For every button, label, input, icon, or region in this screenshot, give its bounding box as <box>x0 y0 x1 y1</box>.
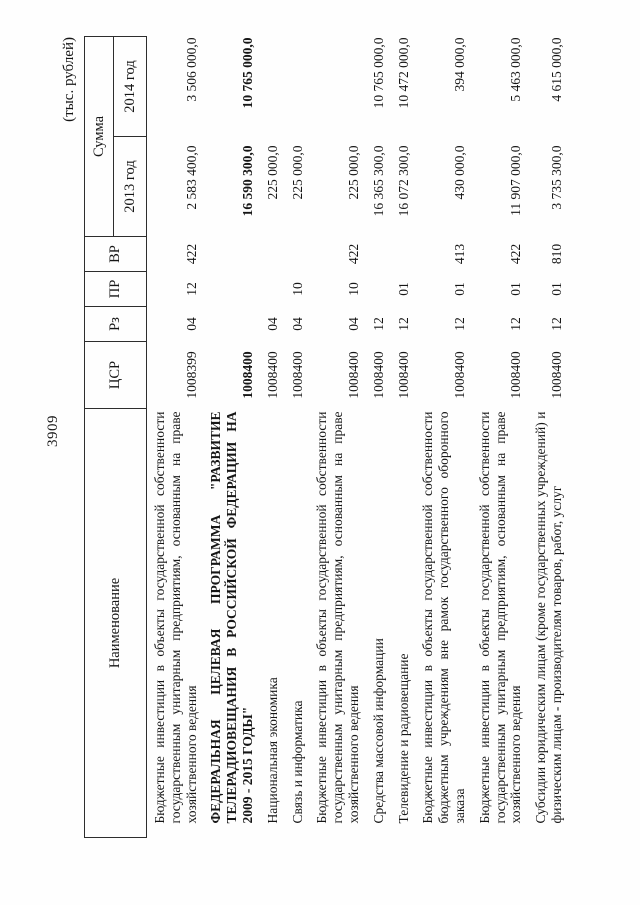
table-row <box>147 37 204 838</box>
cell-rz: 12 <box>451 317 467 331</box>
cell-pr: 01 <box>548 282 564 296</box>
cell-sum-2014 <box>285 37 310 137</box>
cell-sum-2014 <box>260 37 285 137</box>
cell-name: ФЕДЕРАЛЬНАЯ ЦЕЛЕВАЯ ПРОГРАММА "РАЗВИТИЕ ТЕЛЕРАДИОВЕЩАНИЯ В РОССИЙСКОЙ ФЕДЕРАЦИИ НА 2009 - 2015 ГОДЫ" <box>208 411 255 824</box>
cell-csr: 1008400 <box>548 351 564 399</box>
page-number: 3909 <box>45 415 61 447</box>
cell-sum-2014: 10 765 000,0 <box>239 37 255 109</box>
header-vr: ВР <box>85 237 147 272</box>
cell-csr: 1008400 <box>289 351 305 399</box>
table-row <box>472 37 528 838</box>
cell-pr: 01 <box>508 282 524 296</box>
cell-name: Субсидии юридическим лицам (кроме государственных учреждений) и физическим лицам - производителям товаров, работ, услуг <box>533 411 564 824</box>
cell-name: Бюджетные инвестиции в объекты государственной собственности государственным унитарным предприятиям, основанным на праве хозяйственного ведения <box>314 411 361 824</box>
cell-pr <box>366 272 391 307</box>
cell-vr: 422 <box>345 243 361 265</box>
cell-vr: 422 <box>183 243 199 265</box>
header-name: Наименование <box>85 409 147 838</box>
cell-csr: 1008400 <box>395 351 411 399</box>
cell-sum-2014: 4 615 000,0 <box>548 37 564 102</box>
table-row <box>415 37 471 838</box>
cell-rz: 12 <box>395 317 411 331</box>
table-row <box>366 37 391 838</box>
header-rz: Рз <box>85 307 147 342</box>
cell-sum-2014 <box>309 37 365 137</box>
cell-csr: 1008400 <box>508 351 524 399</box>
cell-rz: 04 <box>345 317 361 331</box>
cell-rz: 04 <box>183 317 199 331</box>
cell-name: Бюджетные инвестиции в объекты государственной собственности государственным унитарным предприятиям, основанным на праве хозяйственного ведения <box>152 411 199 824</box>
budget-table <box>84 36 569 838</box>
budget-table-body <box>147 37 569 838</box>
cell-rz: 12 <box>508 317 524 331</box>
cell-vr <box>203 237 259 272</box>
cell-sum-2013: 225 000,0 <box>264 145 280 200</box>
cell-sum-2013: 430 000,0 <box>451 145 467 200</box>
cell-sum-2014: 394 000,0 <box>451 37 467 92</box>
cell-pr: 12 <box>183 282 199 296</box>
cell-sum-2013: 2 583 400,0 <box>183 145 199 210</box>
cell-sum-2013: 16 590 300,0 <box>239 145 255 217</box>
cell-name: Средства массовой информации <box>370 638 386 824</box>
cell-sum-2013: 225 000,0 <box>345 145 361 200</box>
units-note: (тыс. рублей) <box>61 37 77 122</box>
cell-pr <box>260 272 285 307</box>
cell-sum-2014: 10 472 000,0 <box>395 37 411 109</box>
cell-rz: 04 <box>289 317 305 331</box>
cell-rz: 12 <box>548 317 564 331</box>
table-row <box>391 37 416 838</box>
cell-rz <box>203 307 259 342</box>
table-row <box>260 37 285 838</box>
cell-sum-2014: 10 765 000,0 <box>370 37 386 109</box>
cell-csr: 1008399 <box>183 351 199 399</box>
cell-name: Связь и информатика <box>289 700 305 824</box>
cell-pr <box>203 272 259 307</box>
header-year-2013: 2013 год <box>114 137 147 237</box>
cell-csr: 1008400 <box>451 351 467 399</box>
header-csr: ЦСР <box>85 342 147 409</box>
cell-sum-2013: 16 365 300,0 <box>370 145 386 217</box>
cell-csr: 1008400 <box>370 351 386 399</box>
cell-vr: 810 <box>548 243 564 265</box>
cell-pr: 01 <box>395 282 411 296</box>
cell-vr <box>260 237 285 272</box>
cell-vr: 413 <box>451 243 467 265</box>
cell-vr <box>285 237 310 272</box>
cell-sum-2013: 11 907 000,0 <box>508 145 524 216</box>
table-row <box>285 37 310 838</box>
table-row <box>528 37 569 838</box>
cell-vr <box>366 237 391 272</box>
cell-pr: 10 <box>289 282 305 296</box>
cell-vr <box>391 237 416 272</box>
cell-sum-2014: 5 463 000,0 <box>508 37 524 102</box>
cell-rz: 04 <box>264 317 280 331</box>
cell-name: Национальная экономика <box>264 677 280 824</box>
cell-csr: 1008400 <box>345 351 361 399</box>
cell-sum-2014: 3 506 000,0 <box>183 37 199 102</box>
cell-csr: 1008400 <box>264 351 280 399</box>
cell-name: Телевидение и радиовещание <box>395 653 411 824</box>
header-sum: Сумма <box>85 37 114 237</box>
budget-table-header <box>85 37 147 838</box>
cell-pr: 10 <box>345 282 361 296</box>
table-row <box>203 37 259 838</box>
header-year-2014: 2014 год <box>114 37 147 137</box>
cell-vr: 422 <box>508 243 524 265</box>
header-pr: ПР <box>85 272 147 307</box>
cell-sum-2013: 16 072 300,0 <box>395 145 411 217</box>
table-row <box>309 37 365 838</box>
cell-sum-2013: 3 735 300,0 <box>548 145 564 210</box>
cell-pr: 01 <box>451 282 467 296</box>
cell-sum-2013: 225 000,0 <box>289 145 305 200</box>
cell-name: Бюджетные инвестиции в объекты государственной собственности государственным унитарным предприятиям, основанным на праве хозяйственного ведения <box>476 411 524 824</box>
cell-name: Бюджетные инвестиции в объекты государственной собственности бюджетным учреждениям вне рамок государственного оборонного заказа <box>420 411 467 824</box>
cell-rz: 12 <box>370 317 386 331</box>
cell-csr: 1008400 <box>239 351 255 399</box>
